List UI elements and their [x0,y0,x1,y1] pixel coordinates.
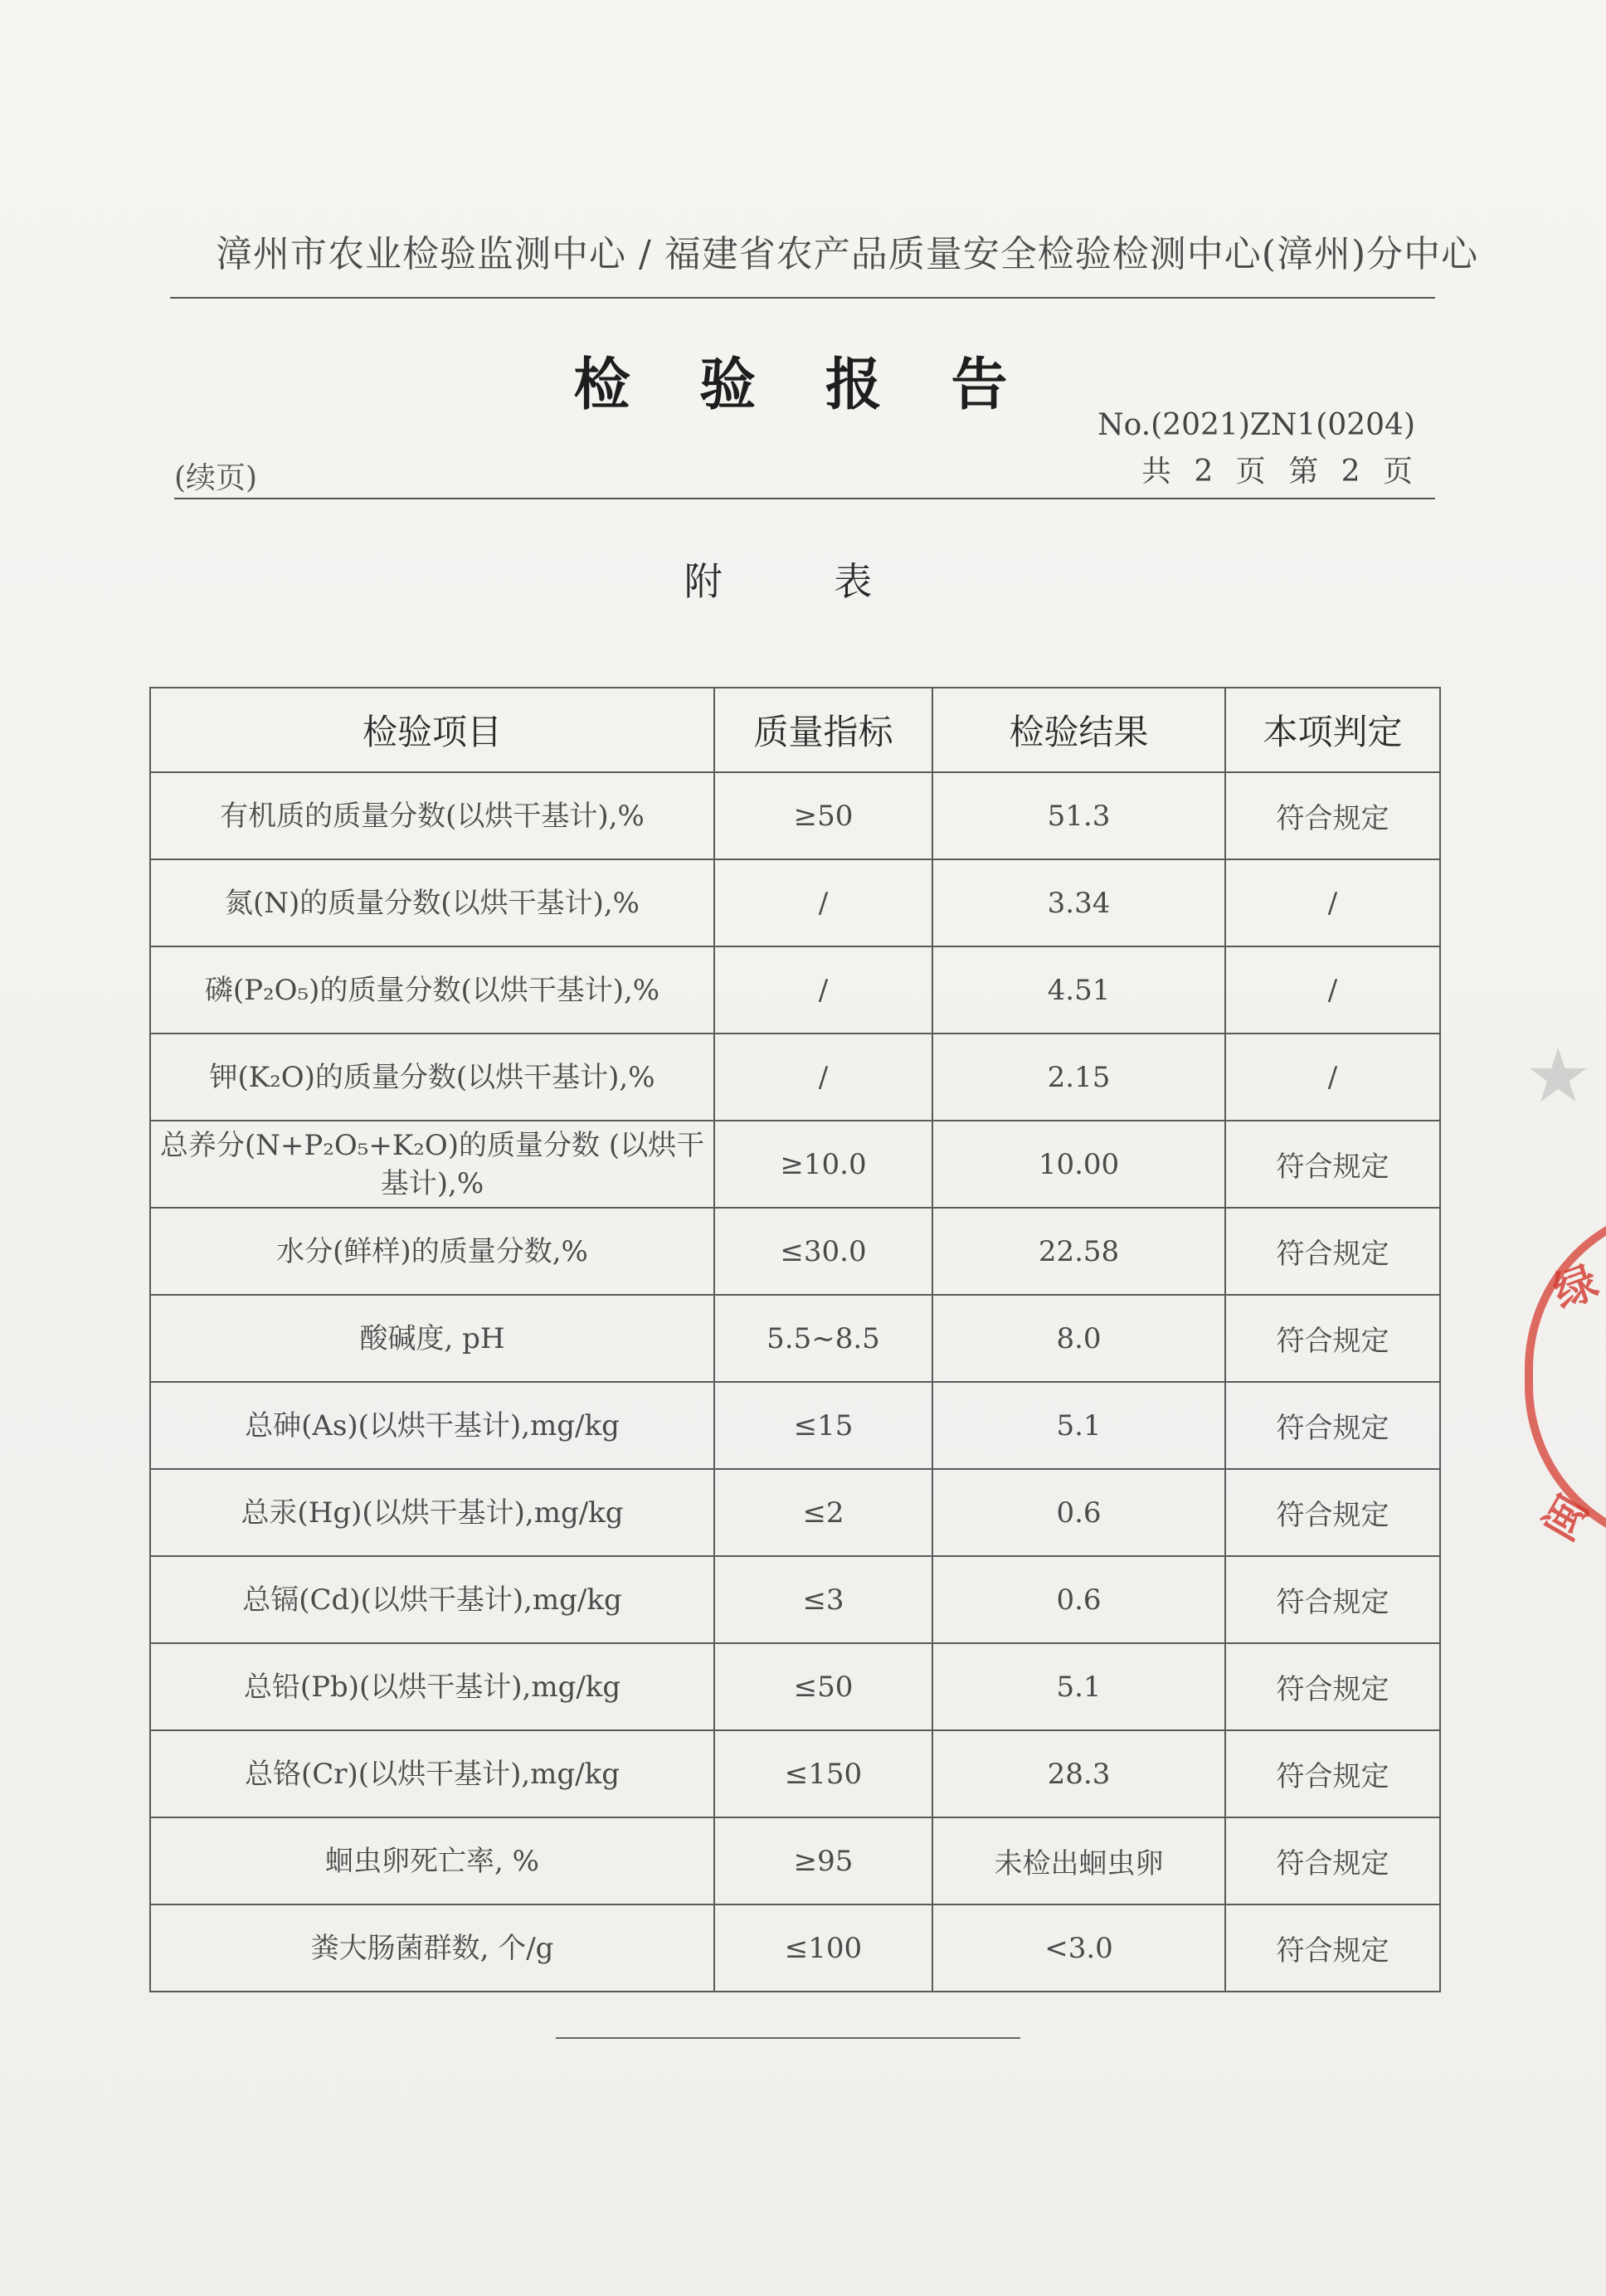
cell-result: 5.1 [932,1643,1225,1730]
table-row [150,1556,1440,1643]
continued-label: (续页) [174,461,258,495]
appendix-title: 附 表 [684,559,922,604]
organization-header: 漳州市农业检验监测中心 / 福建省农产品质量安全检验检测中心(漳州)分中心 [216,233,1479,275]
cell-item: 磷(P₂O₅)的质量分数(以烘干基计),% [150,946,714,1034]
cell-standard: ≤50 [714,1643,932,1730]
cell-item: 总铬(Cr)(以烘干基计),mg/kg [150,1730,714,1817]
cell-item: 氮(N)的质量分数(以烘干基计),% [150,859,714,946]
cell-standard: ≤150 [714,1730,932,1817]
table-row [150,1382,1440,1469]
cell-standard: / [714,859,932,946]
cell-standard: ≤30.0 [714,1208,932,1295]
page-info: 共 2 页 第 2 页 [1141,455,1419,489]
table-row [150,1208,1440,1295]
cell-result: 3.34 [932,859,1225,946]
cell-result: <3.0 [932,1904,1225,1992]
cell-judgement: 符合规定 [1225,1121,1440,1208]
star-icon: ★ [1525,1033,1592,1120]
table-row [150,1643,1440,1730]
table-header-row [150,688,1440,772]
header-result: 检验结果 [932,688,1225,772]
cell-standard: ≥95 [714,1817,932,1904]
cell-result: 未检出蛔虫卵 [932,1817,1225,1904]
cell-item: 总养分(N+P₂O₅+K₂O)的质量分数 (以烘干基计),% [150,1121,714,1208]
cell-item: 酸碱度, pH [150,1295,714,1382]
cell-item: 钾(K₂O)的质量分数(以烘干基计),% [150,1034,714,1121]
cell-judgement: 符合规定 [1225,772,1440,859]
cell-result: 51.3 [932,772,1225,859]
cell-judgement: 符合规定 [1225,1643,1440,1730]
cell-standard: ≤15 [714,1382,932,1469]
header-standard: 质量指标 [714,688,932,772]
cell-standard: / [714,1034,932,1121]
header-divider [170,297,1435,299]
cell-judgement: / [1225,859,1440,946]
cell-standard: ≥50 [714,772,932,859]
cell-item: 有机质的质量分数(以烘干基计),% [150,772,714,859]
table-row [150,1469,1440,1556]
table-row [150,1121,1440,1208]
seal-char: 绿 [1547,1257,1605,1319]
table-row [150,946,1440,1034]
cell-judgement: 符合规定 [1225,1730,1440,1817]
cell-judgement: 符合规定 [1225,1469,1440,1556]
cell-standard: ≤2 [714,1469,932,1556]
report-number: No.(2021)ZN1(0204) [1097,408,1415,442]
header-judgement: 本项判定 [1225,688,1440,772]
cell-judgement: 符合规定 [1225,1904,1440,1992]
cell-standard: ≤100 [714,1904,932,1992]
table-row [150,1817,1440,1904]
cell-result: 4.51 [932,946,1225,1034]
cell-standard: / [714,946,932,1034]
table-row [150,1034,1440,1121]
cell-result: 0.6 [932,1469,1225,1556]
title-divider [174,498,1435,499]
results-table-container [149,687,1439,1992]
cell-result: 10.00 [932,1121,1225,1208]
table-row [150,1295,1440,1382]
table-row [150,1730,1440,1817]
report-title: 检 验 报 告 [573,353,1033,418]
cell-judgement: / [1225,946,1440,1034]
cell-judgement: / [1225,1034,1440,1121]
cell-standard: ≤3 [714,1556,932,1643]
cell-standard: 5.5~8.5 [714,1295,932,1382]
cell-standard: ≥10.0 [714,1121,932,1208]
cell-item: 粪大肠菌群数, 个/g [150,1904,714,1992]
cell-judgement: 符合规定 [1225,1382,1440,1469]
cell-item: 总砷(As)(以烘干基计),mg/kg [150,1382,714,1469]
cell-item: 水分(鲜样)的质量分数,% [150,1208,714,1295]
cell-item: 蛔虫卵死亡率, % [150,1817,714,1904]
header-item: 检验项目 [150,688,714,772]
results-table [149,687,1441,1992]
cell-result: 8.0 [932,1295,1225,1382]
cell-judgement: 符合规定 [1225,1556,1440,1643]
cell-item: 总镉(Cd)(以烘干基计),mg/kg [150,1556,714,1643]
cell-result: 22.58 [932,1208,1225,1295]
cell-result: 28.3 [932,1730,1225,1817]
cell-result: 5.1 [932,1382,1225,1469]
cell-result: 2.15 [932,1034,1225,1121]
table-row [150,1904,1440,1992]
cell-judgement: 符合规定 [1225,1295,1440,1382]
table-row [150,859,1440,946]
cell-item: 总汞(Hg)(以烘干基计),mg/kg [150,1469,714,1556]
table-row [150,772,1440,859]
cell-item: 总铅(Pb)(以烘干基计),mg/kg [150,1643,714,1730]
end-of-report-rule [556,2037,1020,2039]
cell-result: 0.6 [932,1556,1225,1643]
cell-judgement: 符合规定 [1225,1817,1440,1904]
cell-judgement: 符合规定 [1225,1208,1440,1295]
seal-char: 闽 [1534,1486,1599,1549]
